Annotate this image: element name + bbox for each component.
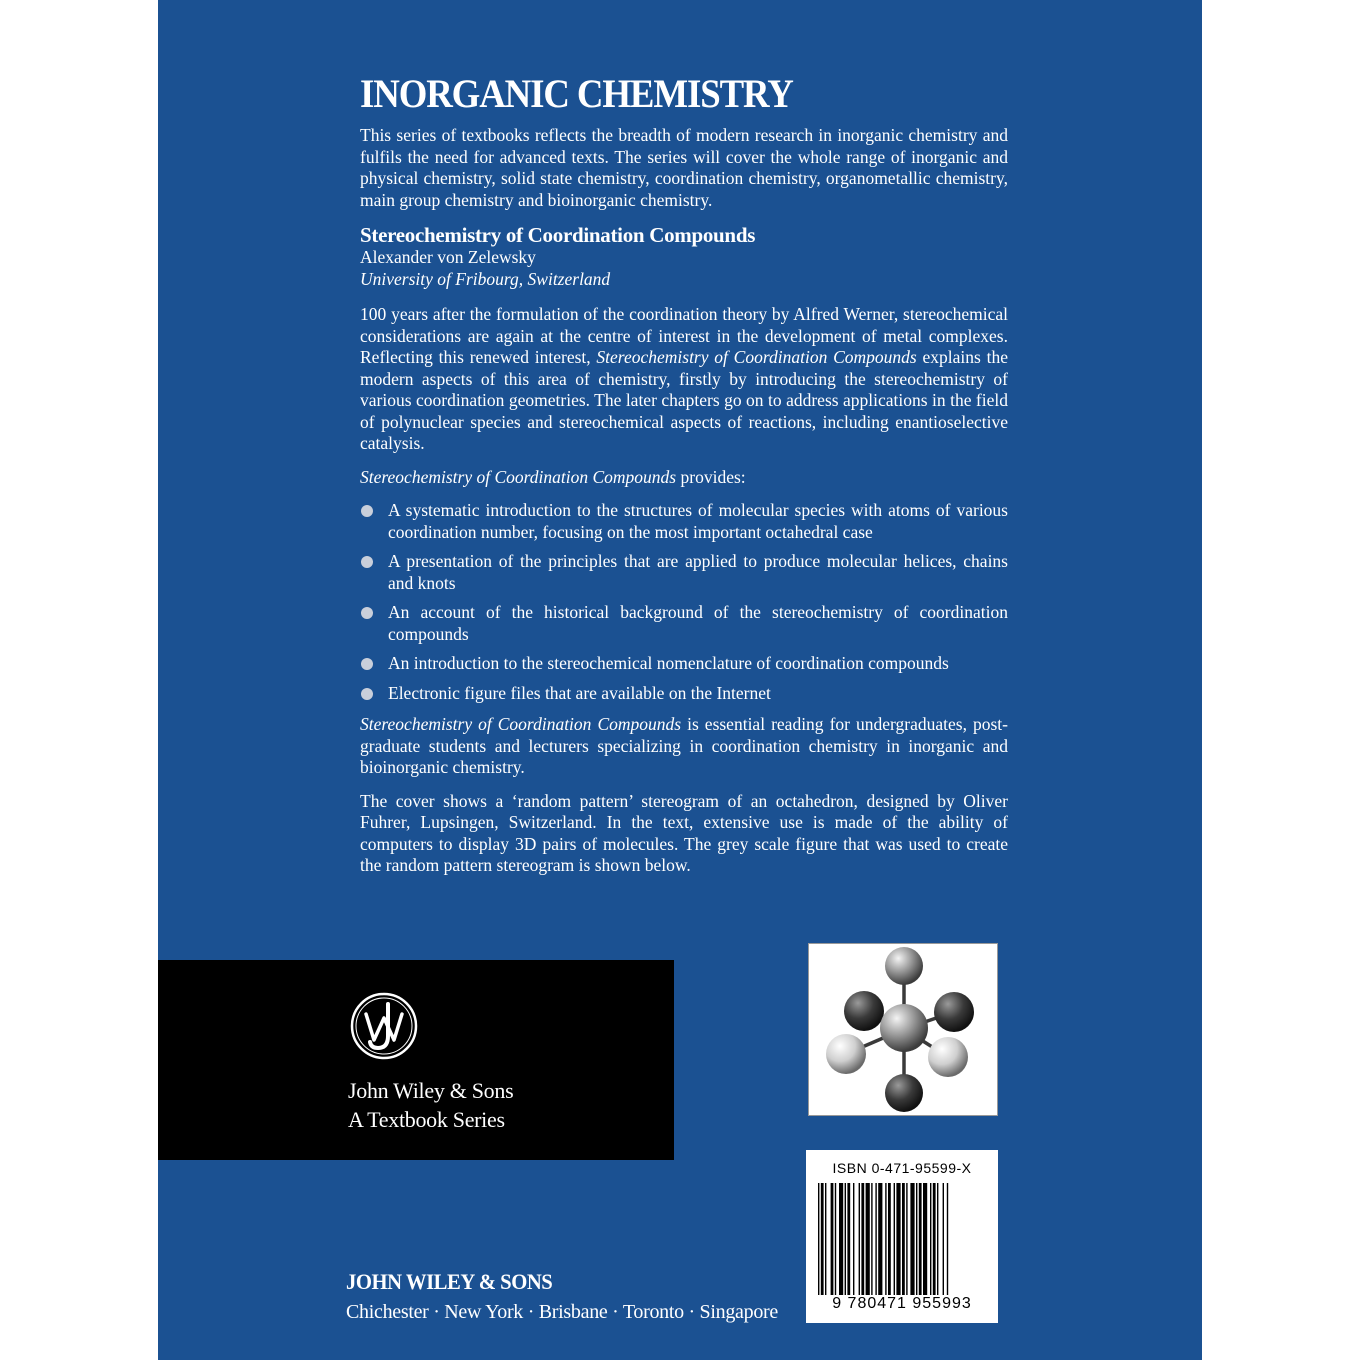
barcode-bar: [859, 1183, 860, 1295]
publisher-cities: Chichester · New York · Brisbane · Toronto · Singapore: [346, 1301, 778, 1323]
wiley-logo-icon: [348, 990, 420, 1062]
intro-text-2: explains the modern aspects of this area of chemistry, firstly by introducing the stereochemistry of various coordination geometries. The later chapters go on to address applications in the field of polynuclear species and stereochemical aspects of reactions, including enantioselective catalysis.: [360, 347, 1008, 453]
publisher-band: [158, 960, 674, 1160]
barcode-bar: [818, 1183, 819, 1295]
author-name: Alexander von Zelewsky: [360, 247, 536, 267]
barcode-bar: [853, 1183, 854, 1295]
barcode-bar: [906, 1183, 907, 1295]
feature-text: A systematic introduction to the structures of molecular species with atoms of various coordination number, focusing on the most important octahedral case: [388, 500, 1008, 542]
barcode-bar: [894, 1183, 895, 1295]
intro-paragraph: [360, 304, 1008, 455]
atom: [826, 1034, 866, 1074]
imprint-line-2: A Textbook Series: [348, 1107, 505, 1132]
barcode-bar: [885, 1183, 886, 1295]
author-affiliation: University of Fribourg, Switzerland: [360, 268, 611, 289]
barcode-bar: [821, 1183, 824, 1295]
bullet-icon: [361, 688, 373, 700]
barcode-bar: [875, 1183, 876, 1295]
barcode-bar: [825, 1183, 826, 1295]
octahedron-figure: [808, 943, 998, 1116]
barcode-bar: [947, 1183, 948, 1295]
bullet-icon: [361, 505, 373, 517]
imprint-line-1: John Wiley & Sons: [348, 1078, 514, 1103]
publisher-name: JOHN WILEY & SONS: [346, 1269, 553, 1294]
barcode-bar: [896, 1183, 900, 1295]
essential-paragraph: [360, 714, 1008, 779]
intro-book-title: Stereochemistry of Coordination Compounds: [596, 347, 917, 367]
list-item: [360, 500, 1008, 543]
bullet-icon: [361, 607, 373, 619]
list-item: [360, 551, 1008, 594]
essential-suffix: is essential reading for undergraduates, post-graduate students and lecturers specializing in coordination chemistry in inorganic and bioinorganic chemistry.: [360, 714, 1008, 777]
barcode-bar: [937, 1183, 938, 1295]
barcode-bar: [847, 1183, 850, 1295]
essential-book-title: Stereochemistry of Coordination Compounds: [360, 714, 682, 734]
barcode-bar: [930, 1183, 931, 1295]
series-description: This series of textbooks reflects the breadth of modern research in inorganic chemistry and fulfils the need for advanced texts. The series will cover the whole range of inorganic and physical chemistry, solid state chemistry, coordination chemistry, organometallic chemistry, main group chemistry and bioinorganic chemistry.: [360, 125, 1008, 210]
publisher-footer: [346, 1267, 778, 1327]
barcode-icon: [818, 1183, 986, 1295]
list-item: [360, 653, 1008, 675]
feature-text: A presentation of the principles that are applied to produce molecular helices, chains and knots: [388, 551, 1008, 593]
bullet-icon: [361, 556, 373, 568]
list-item: [360, 602, 1008, 645]
list-item: [360, 683, 1008, 705]
barcode-bar: [878, 1183, 882, 1295]
series-imprint: [348, 1076, 513, 1134]
barcode-bar: [910, 1183, 914, 1295]
atom: [928, 1037, 968, 1077]
barcode-bar: [839, 1183, 843, 1295]
barcode-digits: 9 780471 955993: [832, 1295, 972, 1312]
barcode-bar: [916, 1183, 917, 1295]
barcode-bar: [835, 1183, 836, 1295]
atom: [844, 991, 884, 1031]
series-title: INORGANIC CHEMISTRY: [360, 71, 793, 116]
barcode-bar: [831, 1183, 834, 1295]
barcode-bar: [923, 1183, 927, 1295]
cover-content: [360, 70, 1008, 889]
provides-suffix: provides:: [676, 466, 746, 487]
barcode-bar: [888, 1183, 891, 1295]
atom: [885, 947, 923, 985]
intro-text-1: 100 years after the formulation of the coordination theory by Alfred Werner, stereochemical considerations are again at the centre of interest in the development of metal complexes. Reflecting this renewed interest,: [360, 304, 1008, 367]
atom: [885, 1074, 923, 1112]
feature-text: An account of the historical background of the stereochemistry of coordination compounds: [388, 602, 1008, 644]
book-title: Stereochemistry of Coordination Compounds: [360, 223, 756, 247]
isbn-barcode: [806, 1150, 998, 1323]
bullet-icon: [361, 658, 373, 670]
barcode-bar: [871, 1183, 872, 1295]
barcode-bar: [943, 1183, 944, 1295]
octahedron-molecule-icon: [809, 944, 997, 1115]
isbn-number: ISBN 0-471-95599-X: [832, 1160, 972, 1176]
feature-text: An introduction to the stereochemical nomenclature of coordination compounds: [388, 653, 949, 673]
feature-list: [360, 500, 1008, 704]
barcode-bar: [919, 1183, 922, 1295]
central-atom: [880, 1004, 928, 1052]
barcode-bar: [866, 1183, 870, 1295]
barcode-bar: [845, 1183, 846, 1295]
atom: [934, 992, 974, 1032]
barcode-bar: [933, 1183, 936, 1295]
provides-line: [360, 467, 1008, 489]
cover-note: The cover shows a ‘random pattern’ stereogram of an octahedron, designed by Oliver Fuhrer, Lupsingen, Switzerland. In the text, extensive use is made of the ability of computers to display 3D pairs of molecules. The grey scale figure that was used to create the random pattern stereogram is shown below.: [360, 790, 1008, 875]
feature-text: Electronic figure files that are available on the Internet: [388, 682, 771, 703]
barcode-bar: [861, 1183, 864, 1295]
provides-book-title: Stereochemistry of Coordination Compounds: [360, 466, 677, 487]
barcode-bar: [902, 1183, 905, 1295]
